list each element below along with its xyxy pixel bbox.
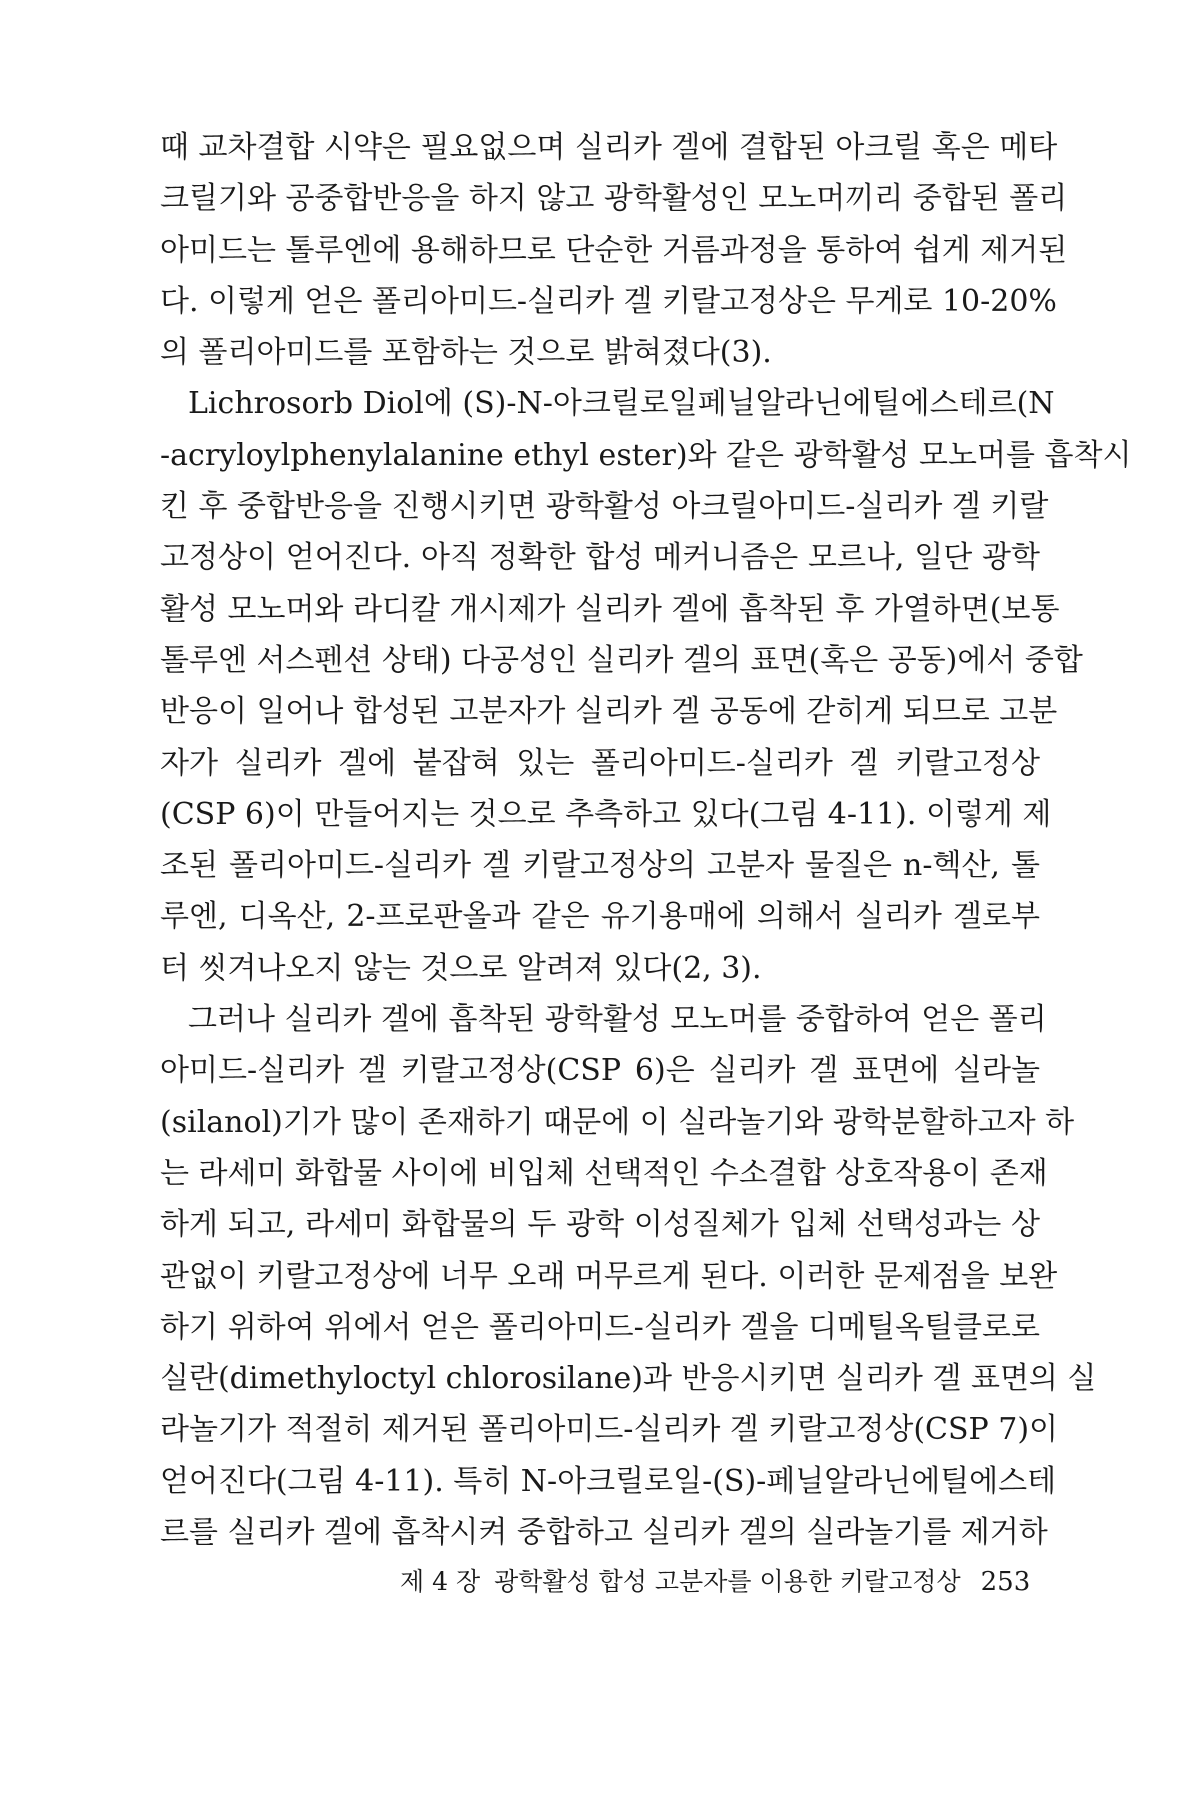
footer-title: 광학활성 합성 고분자를 이용한 키랄고정상 <box>494 1567 961 1596</box>
text-line: 루엔, 디옥산, 2-프로판올과 같은 유기용매에 의해서 실리카 겔로부 <box>160 899 1040 935</box>
text-line: 크릴기와 공중합반응을 하지 않고 광학활성인 모노머끼리 중합된 폴리 <box>160 181 1068 217</box>
text-line: 그러나 실리카 겔에 흡착된 광학활성 모노머를 중합하여 얻은 폴리 <box>188 1002 1047 1038</box>
text-line: 하기 위하여 위에서 얻은 폴리아미드-실리카 겔을 디메틸옥틸클로로 <box>160 1309 1040 1345</box>
page-number: 253 <box>980 1567 1031 1597</box>
page-footer <box>400 1562 1031 1598</box>
text-line: 르를 실리카 겔에 흡착시켜 중합하고 실리카 겔의 실라놀기를 제거하 <box>160 1515 1048 1551</box>
text-line: 하게 되고, 라세미 화합물의 두 광학 이성질체가 입체 선택성과는 상 <box>160 1207 1040 1243</box>
text-line: 는 라세미 화합물 사이에 비입체 선택적인 수소결합 상호작용이 존재 <box>160 1155 1048 1191</box>
text-line: 킨 후 중합반응을 진행시키면 광학활성 아크릴아미드-실리카 겔 키랄 <box>160 489 1049 525</box>
text-line: (silanol)기가 많이 존재하기 때문에 이 실라놀기와 광학분할하고자 하 <box>160 1104 1075 1140</box>
text-line: 얻어진다(그림 4-11). 특히 N-아크릴로일-(S)-페닐알라닌에틸에스테 <box>160 1463 1057 1499</box>
text-line: 활성 모노머와 라디칼 개시제가 실리카 겔에 흡착된 후 가열하면(보통 <box>160 591 1060 627</box>
text-line: -acryloylphenylalanine ethyl ester)와 같은 광학활성 모노머를 흡착시 <box>160 437 1132 473</box>
text-line: 아미드는 톨루엔에 용해하므로 단순한 거름과정을 통하여 쉽게 제거된 <box>160 232 1068 268</box>
text-line: 의 폴리아미드를 포함하는 것으로 밝혀졌다(3). <box>160 335 772 371</box>
text-line: 관없이 키랄고정상에 너무 오래 머무르게 된다. 이러한 문제점을 보완 <box>160 1258 1058 1294</box>
body-text <box>160 122 1132 1558</box>
text-line: 톨루엔 서스펜션 상태) 다공성인 실리카 겔의 표면(혹은 공동)에서 중합 <box>160 642 1083 678</box>
text-line: 자가 실리카 겔에 붙잡혀 있는 폴리아미드-실리카 겔 키랄고정상 <box>160 745 1040 781</box>
text-line: Lichrosorb Diol에 (S)-N-아크릴로일페닐알라닌에틸에스테르(N <box>188 386 1055 422</box>
text-line: 다. 이렇게 얻은 폴리아미드-실리카 겔 키랄고정상은 무게로 10-20% <box>160 283 1057 319</box>
text-line: (CSP 6)이 만들어지는 것으로 추측하고 있다(그림 4-11). 이렇게 제 <box>160 796 1052 832</box>
text-line: 고정상이 얻어진다. 아직 정확한 합성 메커니즘은 모르나, 일단 광학 <box>160 540 1040 576</box>
text-line: 조된 폴리아미드-실리카 겔 키랄고정상의 고분자 물질은 n-헥산, 톨 <box>160 848 1040 884</box>
text-line: 때 교차결합 시약은 필요없으며 실리카 겔에 결합된 아크릴 혹은 메타 <box>160 130 1058 165</box>
text-line: 실란(dimethyloctyl chlorosilane)과 반응시키면 실리카 겔 표면의 실 <box>160 1361 1097 1397</box>
footer-chapter: 제 4 장 <box>400 1567 481 1596</box>
text-line: 터 씻겨나오지 않는 것으로 알려져 있다(2, 3). <box>160 950 762 986</box>
text-line: 반응이 일어나 합성된 고분자가 실리카 겔 공동에 갇히게 되므로 고분 <box>160 694 1058 730</box>
text-line: 아미드-실리카 겔 키랄고정상(CSP 6)은 실리카 겔 표면에 실라놀 <box>160 1053 1040 1089</box>
text-line: 라놀기가 적절히 제거된 폴리아미드-실리카 겔 키랄고정상(CSP 7)이 <box>160 1412 1059 1448</box>
